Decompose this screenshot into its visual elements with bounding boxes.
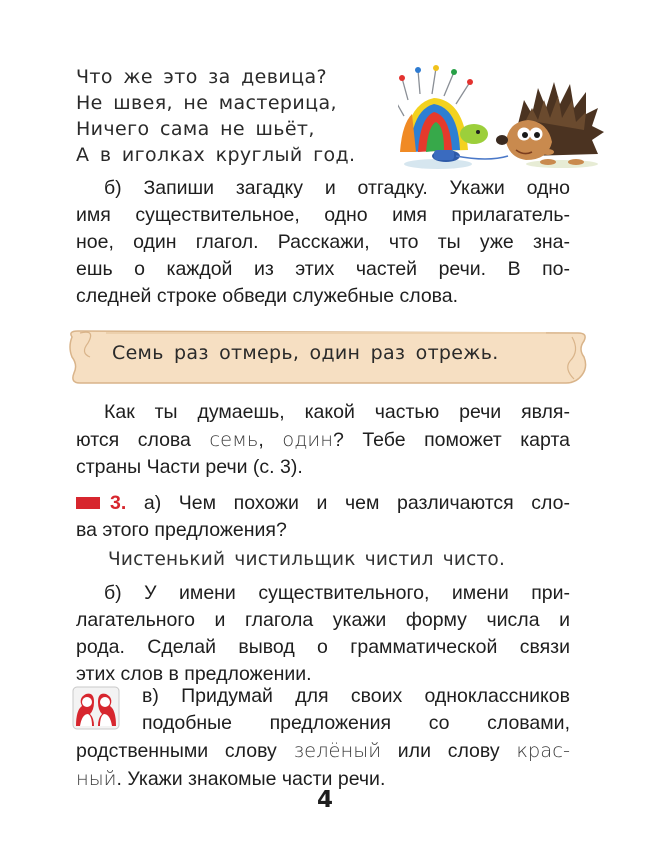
text-fragment: ? Тебе поможет карта [333, 429, 571, 451]
hedgehog-illustration [496, 82, 604, 168]
riddle-illustration [398, 64, 606, 172]
riddle-line: А в иголках круглый год. [76, 144, 356, 166]
exercise-3-a [76, 490, 570, 544]
text-line: ва этого предложения? [76, 519, 287, 541]
text-line: ное, один глагол. Расскажи, что ты уже зна- [76, 231, 570, 253]
highlighted-word: крас- [516, 739, 570, 762]
text-line: б) Запиши загадку и отгадку. Укажи одно [104, 177, 570, 199]
text-fragment: или слову [381, 740, 517, 762]
highlighted-word: семь [209, 428, 259, 451]
text-line [76, 490, 570, 517]
text-fragment: ются слова [76, 429, 210, 451]
text-fragment: . Укажи знакомые части речи. [116, 768, 386, 790]
text-line [76, 426, 570, 454]
riddle-line: Ничего сама не шьёт, [76, 118, 315, 140]
text-line: б) У имени существительного, имени при- [104, 582, 570, 604]
text-line: этих слов в предложении. [76, 663, 312, 685]
exercise-3-v [76, 683, 570, 793]
text-line: имя существительное, одно имя прилагатель- [76, 204, 570, 226]
task-b-paragraph [76, 175, 570, 310]
text-fragment: а) Чем похожи и чем различаются сло- [126, 492, 570, 514]
pincushion-illustration [398, 65, 508, 169]
highlighted-word: зелёный [293, 739, 382, 762]
text-fragment: , [258, 429, 283, 451]
text-fragment: родственными слову [76, 740, 294, 762]
exercise-number: 3. [110, 492, 127, 514]
highlighted-word: один [282, 428, 334, 451]
page-number: 4 [316, 787, 333, 813]
example-sentence: Чистенький чистильщик чистил чисто. [108, 549, 506, 570]
text-line: следней строке обведи служебные слова. [76, 285, 459, 307]
riddle-poem [76, 64, 355, 168]
riddle-line: Что же это за девица? [76, 66, 327, 88]
text-line: рода. Сделай вывод о грамматической связи [76, 636, 570, 658]
riddle-line: Не швея, не мастерица, [76, 92, 337, 114]
text-line: лагательного и глагола укажи форму числа и [76, 609, 570, 631]
question-paragraph [76, 399, 570, 481]
text-line: в) Придумай для своих одноклассников [142, 685, 570, 707]
proverb-text: Семь раз отмерь, один раз отрежь. [112, 342, 499, 364]
highlighted-word: ный [76, 767, 117, 790]
text-line: ешь о каждой из этих частей речи. В по- [76, 258, 570, 280]
text-line: страны Части речи (с. 3). [76, 456, 303, 478]
text-line: Как ты думаешь, какой частью речи явля- [104, 401, 570, 423]
text-line: подобные предложения со словами, [142, 712, 570, 734]
exercise-3-b [76, 580, 570, 688]
text-line [76, 737, 570, 765]
